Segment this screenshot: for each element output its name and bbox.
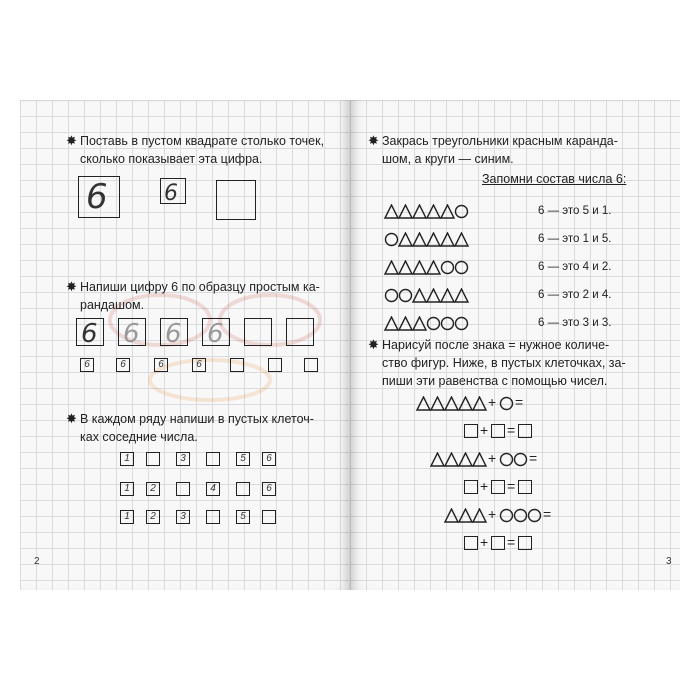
task-line: Поставь в пустом квадрате столько точек, (80, 134, 325, 148)
trace-six-box[interactable] (118, 318, 146, 349)
circle-shape[interactable] (456, 206, 468, 218)
star-bullet-icon: ✸ (66, 279, 77, 294)
triangle-shape[interactable] (385, 317, 398, 330)
shape-group (430, 452, 488, 468)
dotted-six: 6 (123, 319, 140, 349)
answer-cell[interactable] (518, 536, 532, 550)
digit-six: 6 (81, 319, 98, 349)
number-cell: 5 (236, 452, 250, 466)
circle-shape[interactable] (386, 234, 398, 246)
star-bullet-icon: ✸ (66, 133, 77, 148)
answer-cell[interactable] (464, 536, 478, 550)
triangle-shape[interactable] (385, 205, 398, 218)
small-cell[interactable]: 6 (154, 358, 168, 372)
number-cell[interactable] (236, 482, 250, 496)
triangle-shape[interactable] (441, 289, 454, 302)
dotted-six: 6 (165, 319, 182, 349)
equals-sign: = (529, 450, 538, 466)
composition-text: 6 — это 3 и 3. (538, 317, 612, 329)
triangle-shape[interactable] (455, 233, 468, 246)
number-cell: 1 (120, 510, 134, 524)
shape-group (499, 452, 529, 468)
number-cell: 1 (120, 482, 134, 496)
equals-sign: = (543, 506, 552, 522)
equals-sign: = (507, 478, 516, 494)
shape-row (384, 260, 470, 276)
number-cell[interactable] (206, 510, 220, 524)
right-page (350, 100, 680, 590)
equals-sign: = (515, 394, 524, 410)
triangle-shape[interactable] (455, 289, 468, 302)
circle-shape[interactable] (515, 510, 527, 522)
circle-shape[interactable] (386, 290, 398, 302)
shape-row (384, 232, 470, 248)
small-cell[interactable] (268, 358, 282, 372)
empty-write-box[interactable] (286, 318, 314, 346)
composition-text: 6 — это 4 и 2. (538, 261, 612, 273)
shape-group (499, 396, 515, 412)
shape-group (499, 508, 543, 524)
number-cell[interactable] (206, 452, 220, 466)
triangle-shape[interactable] (417, 397, 430, 410)
circle-shape[interactable] (529, 510, 541, 522)
answer-cell[interactable] (518, 480, 532, 494)
triangle-shape[interactable] (445, 397, 458, 410)
task-line: ках соседние числа. (80, 430, 198, 444)
task-line: шом, а круги — синим. (382, 152, 514, 166)
number-cell[interactable] (262, 510, 276, 524)
triangle-shape[interactable] (459, 453, 472, 466)
trace-six-box[interactable] (160, 318, 188, 349)
answer-cell[interactable] (464, 480, 478, 494)
number-cell: 4 (206, 482, 220, 496)
task-1-text (66, 132, 340, 168)
plus-sign: + (488, 506, 497, 522)
number-cell: 1 (120, 452, 134, 466)
small-cell[interactable] (230, 358, 244, 372)
circle-shape[interactable] (501, 454, 513, 466)
triangle-shape[interactable] (399, 317, 412, 330)
page-number: 2 (34, 556, 40, 567)
task-line: ство фигур. Ниже, в пустых клеточках, за- (382, 356, 626, 370)
shape-group (444, 508, 488, 524)
plus-sign: + (488, 394, 497, 410)
task-line: Напиши цифру 6 по образцу простым ка- (80, 280, 320, 294)
sample-digit-box (78, 176, 120, 218)
shape-group (416, 396, 488, 412)
triangle-shape[interactable] (473, 453, 486, 466)
triangle-shape[interactable] (441, 233, 454, 246)
equals-sign: = (507, 534, 516, 550)
composition-text: 6 — это 2 и 4. (538, 289, 612, 301)
equals-sign: = (507, 422, 516, 438)
triangle-shape[interactable] (445, 453, 458, 466)
triangle-shape[interactable] (399, 233, 412, 246)
small-cell: 6 (80, 358, 94, 372)
triangle-shape[interactable] (399, 261, 412, 274)
circle-shape[interactable] (501, 510, 513, 522)
task-line: Нарисуй после знака = нужное количе- (382, 338, 610, 352)
answer-cell[interactable] (491, 536, 505, 550)
task-line: Закрась треугольники красным каранда- (382, 134, 618, 148)
shape-row (384, 288, 470, 304)
task-line: пиши эти равенства с помощью чисел. (382, 374, 608, 388)
composition-text: 6 — это 5 и 1. (538, 205, 612, 217)
circle-shape[interactable] (442, 318, 454, 330)
triangle-shape[interactable] (427, 261, 440, 274)
composition-text: 6 — это 1 и 5. (538, 233, 612, 245)
small-digit-box (160, 178, 186, 204)
star-bullet-icon: ✸ (66, 411, 77, 426)
triangle-shape[interactable] (445, 509, 458, 522)
triangle-shape[interactable] (385, 261, 398, 274)
number-cell[interactable] (146, 452, 160, 466)
small-cell[interactable]: 6 (192, 358, 206, 372)
triangle-shape[interactable] (413, 261, 426, 274)
triangle-shape[interactable] (413, 233, 426, 246)
task-3-text (66, 410, 340, 446)
triangle-shape[interactable] (431, 453, 444, 466)
number-cell: 6 (262, 482, 276, 496)
open-workbook (20, 100, 680, 590)
triangle-shape[interactable] (413, 317, 426, 330)
number-cell: 6 (262, 452, 276, 466)
triangle-shape[interactable] (459, 509, 472, 522)
answer-cell[interactable] (491, 424, 505, 438)
circle-shape[interactable] (428, 318, 440, 330)
circle-shape[interactable] (400, 290, 412, 302)
number-cell[interactable] (176, 482, 190, 496)
triangle-shape[interactable] (427, 205, 440, 218)
digit-six: 6 (86, 177, 108, 217)
task-line: В каждом ряду напиши в пустых клеточ- (80, 412, 314, 426)
star-bullet-icon: ✸ (368, 133, 379, 148)
answer-cell[interactable] (464, 424, 478, 438)
number-cell: 3 (176, 510, 190, 524)
triangle-shape[interactable] (413, 205, 426, 218)
triangle-shape[interactable] (473, 509, 486, 522)
left-page (20, 100, 350, 590)
task-2-text (66, 278, 340, 314)
triangle-shape[interactable] (473, 397, 486, 410)
task-color-text (368, 132, 662, 168)
number-cell: 2 (146, 482, 160, 496)
small-cell[interactable] (304, 358, 318, 372)
answer-cell[interactable] (518, 424, 532, 438)
triangle-shape[interactable] (431, 397, 444, 410)
number-cell: 3 (176, 452, 190, 466)
circle-shape[interactable] (456, 262, 468, 274)
shape-row (384, 316, 470, 332)
plus-sign: + (480, 478, 489, 494)
page-number: 3 (666, 556, 672, 567)
remember-title: Запомни состав числа 6: (482, 172, 627, 186)
number-cell: 2 (146, 510, 160, 524)
empty-write-box[interactable] (244, 318, 272, 346)
task-line: сколько показывает эта цифра. (80, 152, 263, 166)
triangle-shape[interactable] (427, 233, 440, 246)
plus-sign: + (480, 534, 489, 550)
task-draw-text (368, 336, 667, 390)
triangle-shape[interactable] (399, 205, 412, 218)
empty-dots-box[interactable] (216, 180, 256, 220)
triangle-shape[interactable] (427, 289, 440, 302)
triangle-shape[interactable] (413, 289, 426, 302)
sample-six-box (76, 318, 104, 349)
trace-six-box[interactable] (202, 318, 230, 349)
dotted-six: 6 (207, 319, 224, 349)
task-line: рандашом. (80, 298, 145, 312)
circle-shape[interactable] (501, 398, 513, 410)
answer-cell[interactable] (491, 480, 505, 494)
small-cell[interactable]: 6 (116, 358, 130, 372)
digit-six: 6 (164, 181, 178, 206)
circle-shape[interactable] (442, 262, 454, 274)
triangle-shape[interactable] (459, 397, 472, 410)
star-bullet-icon: ✸ (368, 337, 379, 352)
number-cell: 5 (236, 510, 250, 524)
plus-sign: + (480, 422, 489, 438)
circle-shape[interactable] (515, 454, 527, 466)
plus-sign: + (488, 450, 497, 466)
shape-row (384, 204, 470, 220)
triangle-shape[interactable] (441, 205, 454, 218)
circle-shape[interactable] (456, 318, 468, 330)
